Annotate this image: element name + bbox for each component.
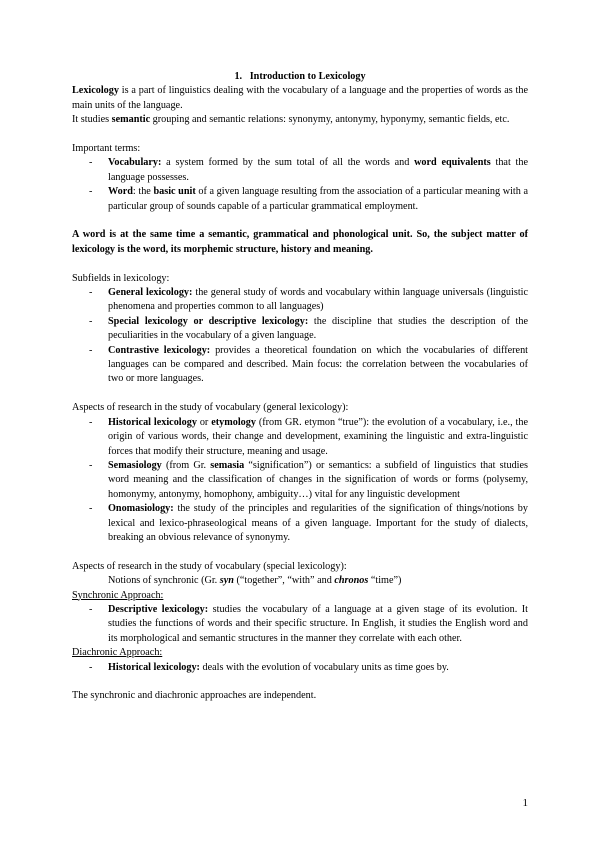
intro-paragraph-1: Lexicology is a part of linguistics dealing with the vocabulary of a language and the properties of words as the main units of the language. (72, 85, 528, 111)
list-item: - Word: the basic unit of a given language resulting from the association of a particular meaning with a particular group of sounds capable of a particular grammatical employment. (72, 185, 528, 214)
list-item: - Contrastive lexicology: provides a theoretical foundation on which the vocabularies of different languages can be compared and described. Main focus: the correlation between the vocabularies of two or more languages. (72, 344, 528, 387)
list-item: - Special lexicology or descriptive lexicology: the discipline that studies the description of the peculiarities in the vocabulary of a given language. (72, 315, 528, 344)
list-item: - Historical lexicology: deals with the evolution of vocabulary units as time goes by. (72, 661, 528, 675)
list-item: - Onomasiology: the study of the principles and regularities of the signification of things/notions by lexical and lexico-phraseological means of a given language. Important for the study of dialects, breaking an obvious relevance of synonymy. (72, 502, 528, 545)
document-page (72, 70, 528, 704)
synchronic-notions: Notions of synchronic (Gr. syn (“together”, “with” and chronos “time”) (108, 575, 402, 587)
section-heading: 1. Introduction to Lexicology (234, 71, 366, 82)
page-number: 1 (522, 797, 528, 809)
subfields-list (72, 286, 528, 387)
key-statement: A word is at the same time a semantic, grammatical and phonological unit. So, the subject matter of lexicology is the word, its morphemic structure, history and meaning. (72, 229, 528, 255)
synchronic-list (72, 603, 528, 646)
synchronic-heading: Synchronic Approach: (72, 589, 164, 601)
list-item: - Vocabulary: a system formed by the sum total of all the words and word equivalents that the language possesses. (72, 156, 528, 185)
diachronic-list (72, 661, 528, 675)
list-item: - Descriptive lexicology: studies the vocabulary of a language at a given stage of its evolution. It studies the functions of words and their specific structure. In English, it studies the English word and its morphological and semantic structures in the manner they correlate with each other. (72, 603, 528, 646)
list-item: - General lexicology: the general study of words and vocabulary within language universals (linguistic phenomena and properties common to all languages) (72, 286, 528, 315)
diachronic-heading: Diachronic Approach: (72, 647, 163, 659)
subfields-label: Subfields in lexicology: (72, 272, 170, 284)
important-terms-label: Important terms: (72, 143, 141, 155)
general-aspects-label: Aspects of research in the study of vocabulary (general lexicology): (72, 402, 349, 414)
important-terms-list (72, 156, 528, 214)
special-aspects-label: Aspects of research in the study of vocabulary (special lexicology): (72, 560, 347, 572)
list-item: - Historical lexicology or etymology (from GR. etymon “true”): the evolution of a vocabulary, i.e., the origin of various words, their change and development, examining the linguistic and extra-linguistic forces that modify their structure, meaning and usage. (72, 416, 528, 459)
general-aspects-list (72, 416, 528, 546)
list-item: - Semasiology (from Gr. semasia “signification”) or semantics: a subfield of linguistics that studies word meaning and the classification of changes in the signification of words or forms (polysemy, homonymy, antonymy, homophony, ambiguity…) vital for any linguistic development (72, 459, 528, 502)
closing-sentence: The synchronic and diachronic approaches are independent. (72, 690, 317, 702)
intro-paragraph-2: It studies semantic grouping and semantic relations: synonymy, antonymy, hyponymy, semantic fields, etc. (72, 114, 510, 126)
